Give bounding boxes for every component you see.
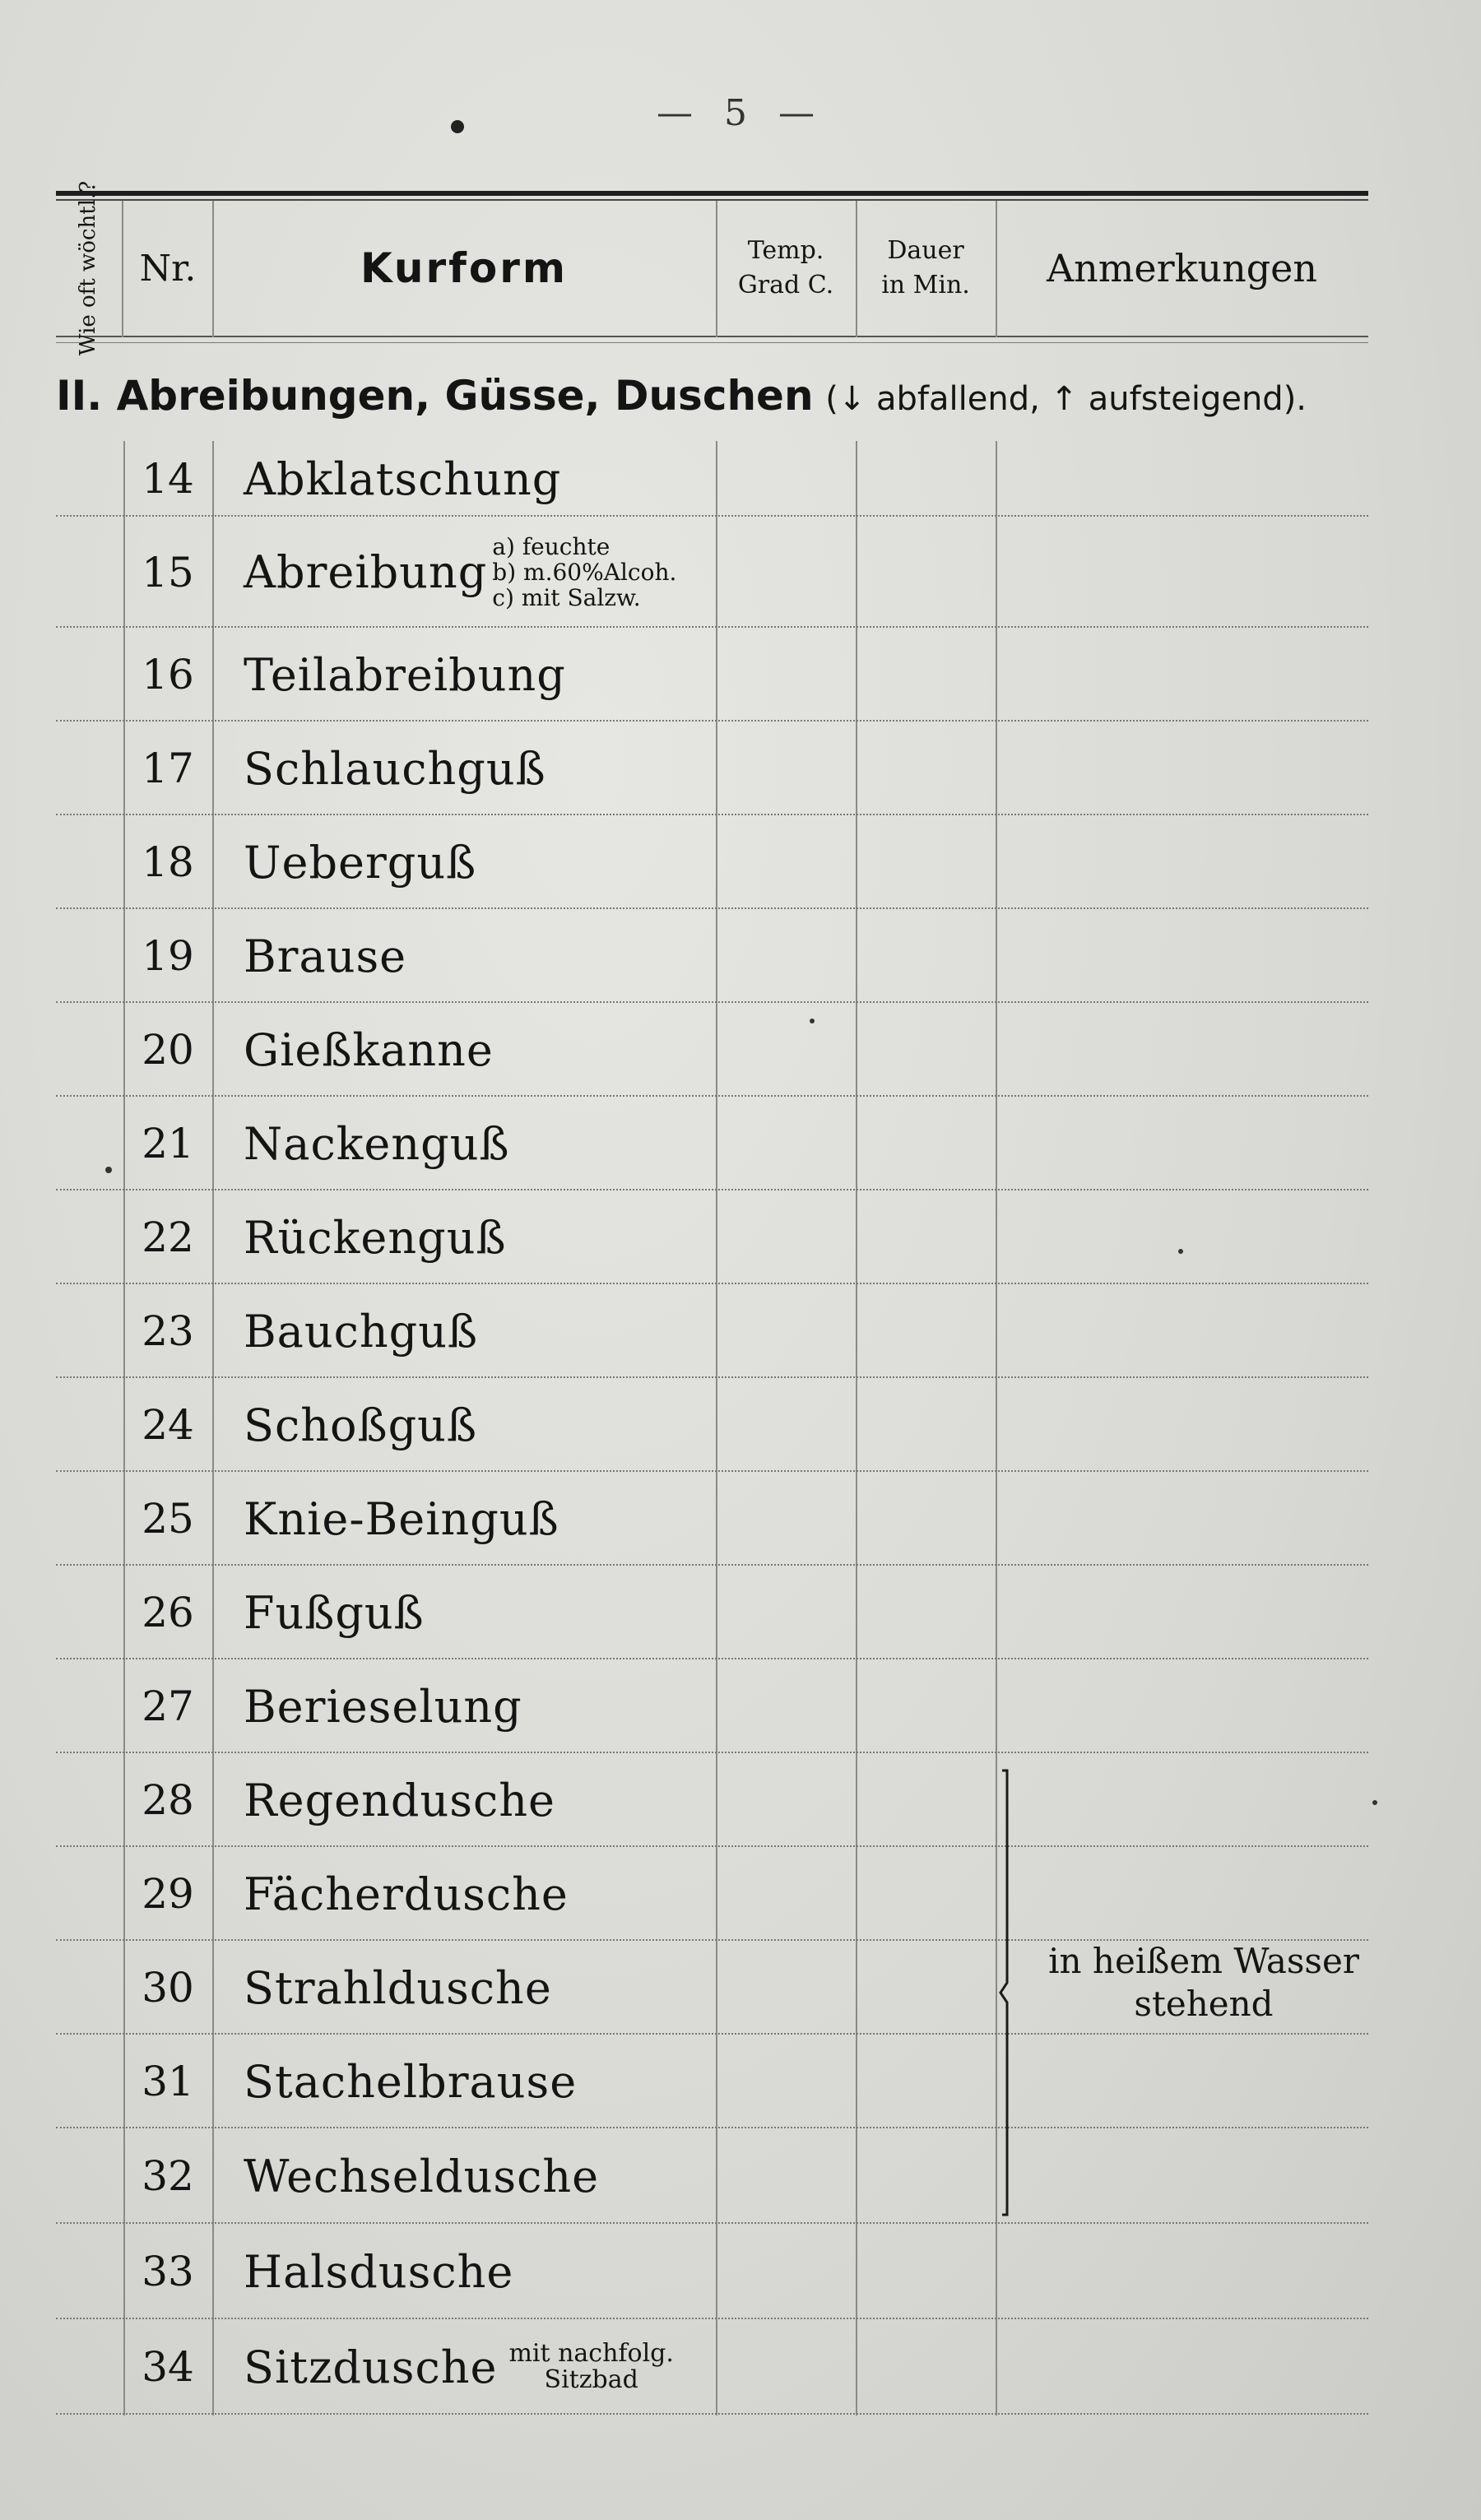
header-dauer	[856, 201, 996, 336]
row-kurform: Schoßguß	[244, 1399, 478, 1451]
row-nr: 33	[142, 2248, 194, 2295]
table-row	[56, 722, 1368, 815]
row-kurform: Abklatschung	[244, 452, 562, 505]
table-row	[56, 2035, 1368, 2128]
table-row	[56, 1753, 1368, 1847]
header-divider-1	[122, 201, 123, 337]
suffix-line2: Sitzbad	[544, 2365, 638, 2394]
row-nr: 27	[142, 1682, 194, 1730]
header-temp	[716, 201, 856, 336]
row-kurform: Wechseldusche	[244, 2150, 600, 2202]
row-kurform: Ueberguß	[244, 836, 477, 889]
table-row	[56, 815, 1368, 909]
row-nr: 25	[142, 1495, 194, 1543]
row-kurform: Brause	[244, 930, 407, 982]
row-nr: 26	[142, 1589, 194, 1636]
row-nr: 29	[142, 1870, 194, 1918]
row-kurform	[244, 2319, 674, 2415]
option-b: b) m.60%Alcoh.	[492, 559, 677, 586]
section-title-note: (↓ abfallend, ↑ aufsteigend).	[825, 380, 1307, 418]
table-row	[56, 2224, 1368, 2319]
bracket-note-line1: in heißem Wasser	[1048, 1941, 1359, 1981]
section-title-main: II. Abreibungen, Güsse, Duschen	[56, 372, 814, 420]
row-nr: 28	[142, 1776, 194, 1824]
header-bottom-rule	[56, 336, 1368, 337]
header-temp-line1: Temp.	[747, 236, 824, 265]
ink-speck	[105, 1167, 112, 1173]
row-nr: 17	[142, 745, 194, 792]
row-kurform	[244, 517, 676, 628]
bracket-shape	[996, 1767, 1028, 2218]
row-kurform: Rückenguß	[244, 1211, 507, 1264]
row-kurform: Teilabreibung	[244, 648, 566, 701]
table-row	[56, 1659, 1368, 1753]
row-nr: 19	[142, 932, 194, 980]
row-nr: 32	[142, 2152, 194, 2200]
row-kurform: Bauchguß	[244, 1305, 479, 1357]
row-nr: 24	[142, 1401, 194, 1449]
row-nr: 14	[142, 455, 194, 503]
table-row	[56, 1847, 1368, 1941]
header-dauer-line2: in Min.	[881, 271, 970, 299]
ink-speck	[1178, 1249, 1183, 1254]
header-wie-oft	[56, 180, 120, 356]
header-kurform: Kurform	[360, 244, 568, 292]
row-kurform-suffix	[508, 2341, 673, 2393]
row-kurform: Stachelbrause	[244, 2055, 578, 2108]
table-row	[56, 909, 1368, 1003]
header-divider-2	[212, 201, 214, 337]
ink-speck	[1372, 1800, 1377, 1805]
table-row	[56, 628, 1368, 722]
row-kurform: Knie-Beinguß	[244, 1492, 559, 1545]
suffix-line1: mit nachfolg.	[508, 2339, 674, 2368]
row-kurform: Strahldusche	[244, 1961, 552, 2014]
bracket-icon	[996, 1767, 1028, 2218]
row-nr: 30	[142, 1964, 194, 2012]
row-nr: 20	[142, 1026, 194, 1074]
table-row	[56, 1190, 1368, 1284]
section-title	[56, 372, 1389, 420]
table-row	[56, 441, 1368, 517]
header-divider-3	[716, 201, 717, 337]
row-nr: 15	[142, 548, 194, 596]
table-row	[56, 2128, 1368, 2224]
row-kurform-text: Abreibung	[244, 546, 488, 598]
header-bottom-rule-thin	[56, 342, 1368, 343]
row-nr: 34	[142, 2343, 194, 2391]
ink-speck	[810, 1019, 815, 1023]
row-nr: 21	[142, 1120, 194, 1167]
row-kurform: Fußguß	[244, 1586, 425, 1639]
row-kurform-options	[492, 534, 676, 610]
row-kurform: Nackenguß	[244, 1117, 510, 1170]
row-kurform: Fächerdusche	[244, 1868, 569, 1920]
table-row	[56, 2319, 1368, 2415]
table-row	[56, 517, 1368, 628]
table-row	[56, 1566, 1368, 1659]
header-divider-4	[856, 201, 857, 337]
row-kurform: Schlauchguß	[244, 742, 546, 795]
option-a: a) feuchte	[492, 533, 611, 560]
row-nr: 16	[142, 651, 194, 698]
row-kurform: Regendusche	[244, 1774, 555, 1826]
option-c: c) mit Salzw.	[492, 584, 641, 611]
row-kurform: Berieselung	[244, 1680, 522, 1733]
header-temp-line2: Grad C.	[737, 271, 834, 299]
header-wie-oft-label: Wie oft wöchtl.?	[76, 180, 100, 356]
header-nr: Nr.	[139, 247, 197, 290]
header-top-rule	[56, 191, 1368, 196]
table-row	[56, 1003, 1368, 1097]
header-dauer-line1: Dauer	[887, 236, 964, 265]
header-divider-5	[996, 201, 997, 337]
table-row	[56, 1472, 1368, 1566]
page-number: — 5 —	[657, 92, 824, 134]
row-kurform: Gießkanne	[244, 1023, 494, 1076]
row-nr: 18	[142, 838, 194, 886]
row-kurform: Halsdusche	[244, 2245, 514, 2298]
row-nr: 22	[142, 1214, 194, 1261]
row-nr: 31	[142, 2058, 194, 2105]
row-nr: 23	[142, 1307, 194, 1355]
table-row	[56, 1284, 1368, 1378]
row-rule	[56, 2413, 1368, 2415]
table-row	[56, 1097, 1368, 1190]
bracket-note	[1027, 1940, 1381, 2026]
row-kurform-text: Sitzdusche	[244, 2341, 498, 2393]
table-row	[56, 1378, 1368, 1472]
bracket-note-line2: stehend	[1134, 1984, 1274, 2024]
header-anmerkungen: Anmerkungen	[1046, 246, 1318, 290]
